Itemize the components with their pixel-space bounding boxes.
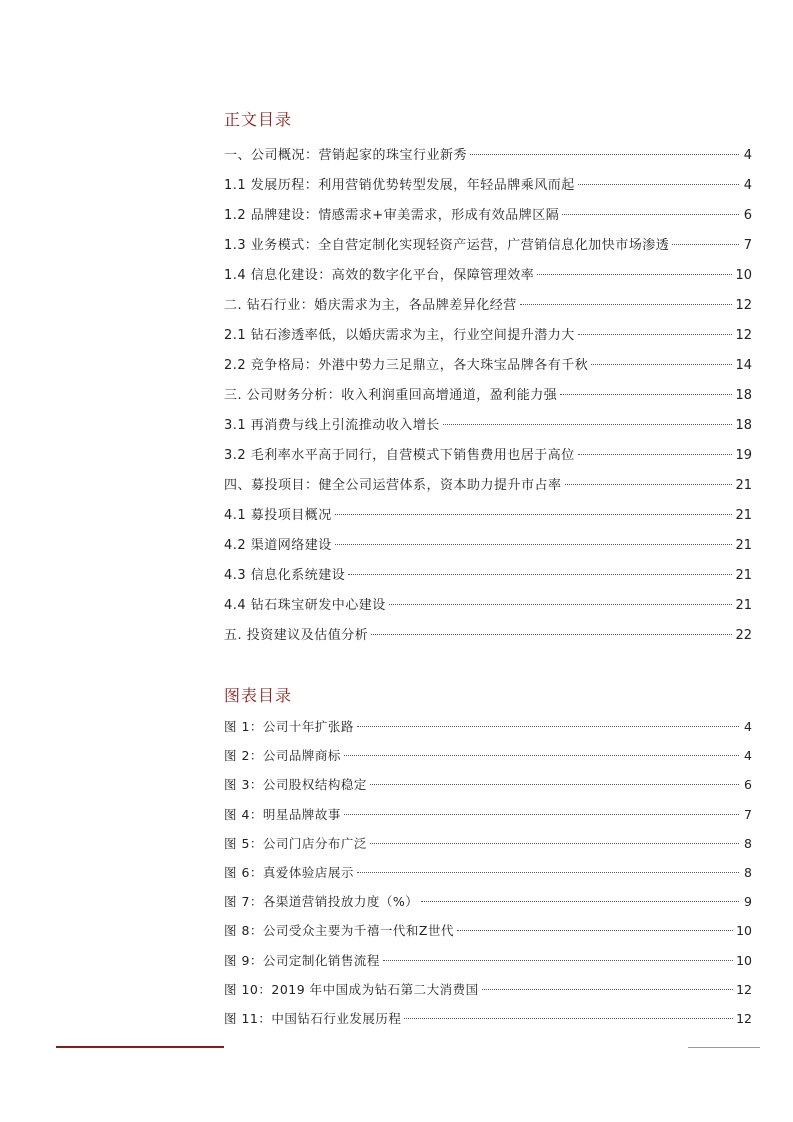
toc-entry[interactable] [224, 416, 752, 446]
toc-entry-page-number: 6 [743, 208, 752, 223]
toc-entry-page-number: 12 [735, 328, 752, 343]
dot-leader [470, 154, 739, 155]
toc-entry[interactable] [224, 476, 752, 506]
dot-leader [672, 244, 739, 245]
toc-entry-page-number: 22 [735, 628, 752, 643]
toc-entry[interactable] [224, 296, 752, 326]
dot-leader [389, 604, 733, 605]
toc-entry-label: 1.3 业务模式：全自营定制化实现轻资产运营，广营销信息化加快市场渗透 [224, 238, 670, 253]
toc-entry[interactable] [224, 326, 752, 356]
toc-entry-page-number: 4 [743, 148, 752, 163]
toc-entry-label: 二. 钻石行业：婚庆需求为主，各品牌差异化经营 [224, 298, 517, 313]
dot-leader [520, 304, 733, 305]
figure-list-title: 图表目录 [224, 686, 293, 705]
figure-entry-page-number: 4 [744, 748, 752, 764]
toc-entry-page-number: 14 [735, 358, 752, 373]
toc-entry[interactable] [224, 356, 752, 386]
figure-entry[interactable] [224, 775, 752, 804]
toc-entry-page-number: 21 [735, 598, 752, 613]
toc-entry-page-number: 18 [735, 418, 752, 433]
dot-leader [560, 394, 732, 395]
figure-entry-page-number: 9 [744, 894, 752, 910]
toc-entry-label: 1.1 发展历程：利用营销优势转型发展，年轻品牌乘风而起 [224, 178, 575, 193]
figure-entry-label: 图 6：真爱体验店展示 [224, 864, 354, 880]
toc-entry-label: 2.1 钻石渗透率低，以婚庆需求为主，行业空间提升潜力大 [224, 328, 575, 343]
toc-entry[interactable] [224, 536, 752, 566]
dot-leader [335, 544, 733, 545]
toc-entry[interactable] [224, 626, 752, 656]
footer-accent-line [56, 1046, 224, 1048]
toc-entry-page-number: 19 [735, 448, 752, 463]
figure-entry-page-number: 10 [736, 923, 752, 939]
figure-entry[interactable] [224, 805, 752, 834]
figure-entry-label: 图 10：2019 年中国成为钻石第二大消费国 [224, 981, 479, 997]
dot-leader [578, 184, 739, 185]
toc-entry-label: 4.1 募投项目概况 [224, 508, 332, 523]
figure-entry[interactable] [224, 863, 752, 892]
toc-entry-page-number: 21 [735, 538, 752, 553]
figure-entry[interactable] [224, 746, 752, 775]
dot-leader [344, 814, 739, 815]
figure-entry-page-number: 7 [744, 806, 752, 822]
toc-entry-page-number: 4 [743, 178, 752, 193]
toc-entry-label: 4.3 信息化系统建设 [224, 568, 346, 583]
toc-entry-label: 2.2 竞争格局：外港中势力三足鼎立，各大珠宝品牌各有千秋 [224, 358, 589, 373]
figure-entry-label: 图 1：公司十年扩张路 [224, 719, 354, 734]
toc-entry-page-number: 21 [735, 478, 752, 493]
dot-leader [578, 334, 733, 335]
figure-entry[interactable] [224, 834, 752, 863]
figure-entry-page-number: 4 [744, 719, 752, 734]
toc-entry-page-number: 18 [735, 388, 752, 403]
dot-leader [565, 484, 733, 485]
toc-entry-label: 3.1 再消费与线上引流推动收入增长 [224, 418, 440, 433]
dot-leader [443, 424, 733, 425]
toc-title: 正文目录 [224, 110, 293, 129]
toc-entry[interactable] [224, 596, 752, 626]
dot-leader [421, 901, 739, 902]
toc-entry[interactable] [224, 506, 752, 536]
figure-entry-label: 图 4：明星品牌故事 [224, 806, 341, 822]
toc-entry[interactable] [224, 206, 752, 236]
figure-entry[interactable] [224, 951, 752, 980]
toc-list [224, 146, 752, 656]
dot-leader [537, 274, 732, 275]
toc-entry-label: 1.4 信息化建设：高效的数字化平台，保障管理效率 [224, 268, 535, 283]
toc-entry-page-number: 12 [735, 298, 752, 313]
figure-entry[interactable] [224, 717, 752, 746]
toc-entry-label: 1.2 品牌建设：情感需求+审美需求，形成有效品牌区隔 [224, 208, 560, 223]
footer-divider-line [688, 1047, 760, 1048]
figure-entry-page-number: 10 [736, 952, 752, 968]
toc-entry[interactable] [224, 146, 752, 176]
figure-entry-label: 图 2：公司品牌商标 [224, 748, 341, 764]
toc-entry-label: 4.4 钻石珠宝研发中心建设 [224, 598, 386, 613]
toc-entry[interactable] [224, 236, 752, 266]
dot-leader [357, 726, 739, 727]
toc-entry-label: 五. 投资建议及估值分析 [224, 628, 369, 643]
figure-entry-page-number: 6 [744, 777, 752, 793]
figure-list [224, 717, 752, 1038]
figure-entry[interactable] [224, 1009, 752, 1038]
dot-leader [591, 364, 732, 365]
dot-leader [335, 514, 733, 515]
toc-entry-label: 4.2 渠道网络建设 [224, 538, 332, 553]
dot-leader [357, 872, 739, 873]
figure-entry-page-number: 8 [744, 835, 752, 851]
toc-entry[interactable] [224, 176, 752, 206]
toc-entry-page-number: 10 [735, 268, 752, 283]
toc-entry-page-number: 7 [743, 238, 752, 253]
figure-entry-label: 图 3：公司股权结构稳定 [224, 777, 367, 793]
figure-entry[interactable] [224, 980, 752, 1009]
figure-entry[interactable] [224, 921, 752, 950]
dot-leader [457, 930, 733, 931]
toc-entry[interactable] [224, 266, 752, 296]
figure-entry-page-number: 8 [744, 864, 752, 880]
toc-entry-page-number: 21 [735, 508, 752, 523]
figure-entry-label: 图 7：各渠道营销投放力度（%） [224, 894, 419, 910]
toc-entry-label: 一、公司概况：营销起家的珠宝行业新秀 [224, 148, 468, 163]
dot-leader [482, 989, 733, 990]
dot-leader [562, 214, 739, 215]
toc-entry-label: 四、募投项目：健全公司运营体系，资本助力提升市占率 [224, 478, 562, 493]
dot-leader [371, 634, 732, 635]
figure-entry-label: 图 5：公司门店分布广泛 [224, 835, 367, 851]
dot-leader [383, 960, 733, 961]
dot-leader [370, 843, 739, 844]
figure-entry-label: 图 9：公司定制化销售流程 [224, 952, 380, 968]
toc-entry-page-number: 21 [735, 568, 752, 583]
figure-entry-label: 图 11：中国钻石行业发展历程 [224, 1010, 402, 1026]
toc-entry[interactable] [224, 446, 752, 476]
toc-entry[interactable] [224, 566, 752, 596]
dot-leader [404, 1018, 733, 1019]
dot-leader [370, 784, 739, 785]
figure-entry-page-number: 12 [736, 1010, 752, 1026]
toc-entry-label: 3.2 毛利率水平高于同行，自营模式下销售费用也居于高位 [224, 448, 575, 463]
dot-leader [578, 454, 733, 455]
dot-leader [344, 755, 739, 756]
figure-entry-label: 图 8：公司受众主要为千禧一代和Z世代 [224, 923, 454, 939]
toc-entry-label: 三. 公司财务分析：收入利润重回高增通道，盈利能力强 [224, 388, 558, 403]
toc-entry[interactable] [224, 386, 752, 416]
dot-leader [348, 574, 732, 575]
figure-entry-page-number: 12 [736, 981, 752, 997]
figure-entry[interactable] [224, 892, 752, 921]
